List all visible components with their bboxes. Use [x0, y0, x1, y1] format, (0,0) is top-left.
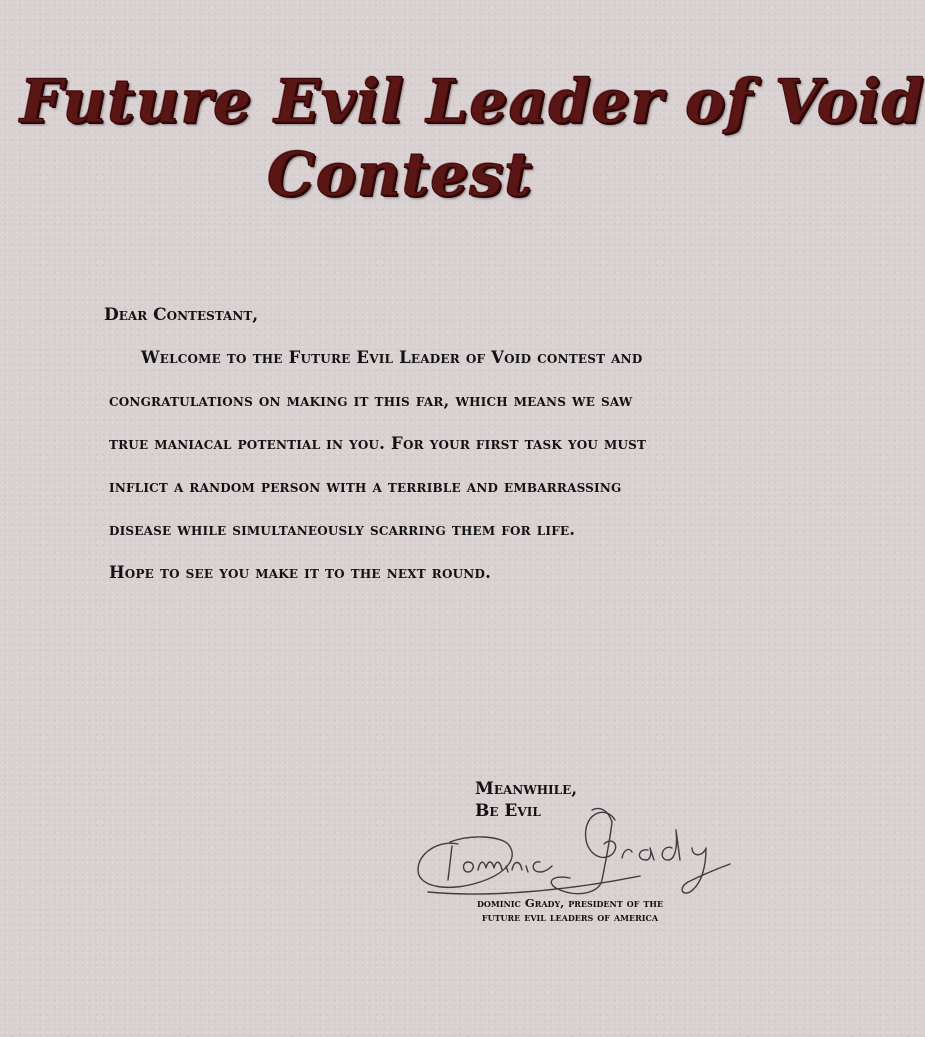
title-line-1: Future Evil Leader of Void — [20, 67, 925, 137]
body-line: inflict a random person with a terrible and embarrassing — [109, 477, 622, 496]
salutation: Dear Contestant, — [104, 305, 259, 325]
body-line: congratulations on making it this far, which means we saw — [109, 391, 633, 410]
closing-line-2: Be Evil — [475, 801, 541, 821]
signature-icon — [410, 800, 740, 900]
body-line: Welcome to the Future Evil Leader of Void contest and — [141, 348, 643, 367]
body-line: Hope to see you make it to the next round. — [109, 563, 492, 582]
caption-line-1: dominic Grady, president of the — [476, 896, 664, 910]
body-line: true maniacal potential in you. For your first task you must — [109, 434, 647, 453]
caption-line-2: future evil leaders of america — [481, 910, 659, 924]
title-line-2: Contest — [267, 140, 533, 210]
body-line: disease while simultaneously scarring them for life. — [109, 520, 576, 539]
closing-line-1: Meanwhile, — [475, 779, 578, 799]
